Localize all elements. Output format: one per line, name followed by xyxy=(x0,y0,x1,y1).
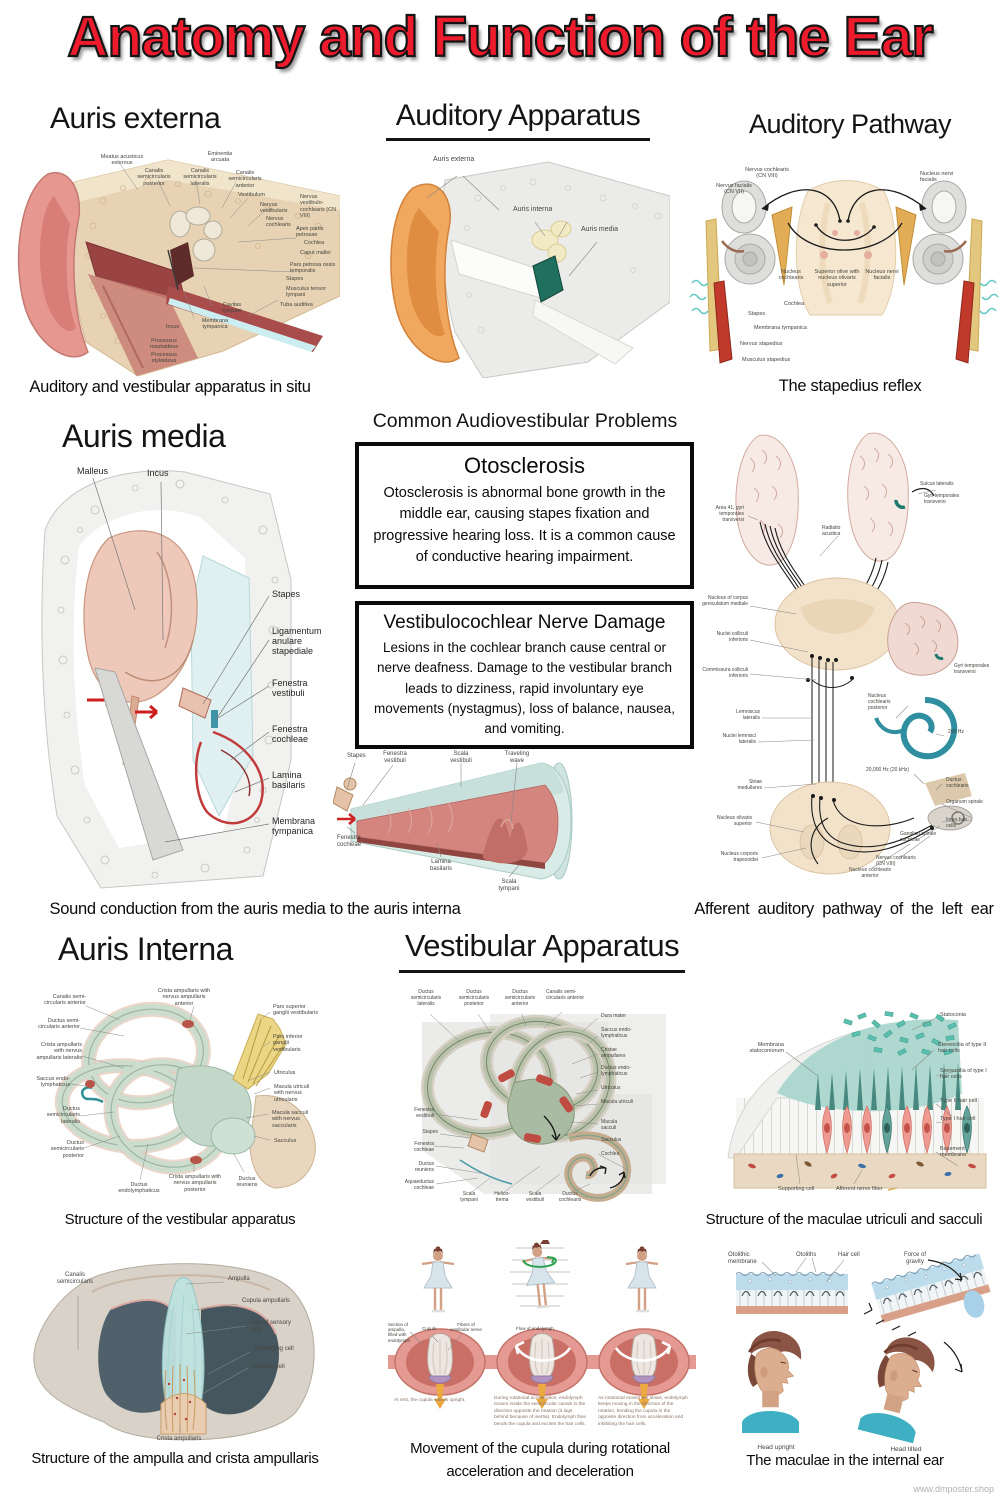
label: Auris externa xyxy=(433,156,475,163)
label: Nucleus olivaris superior xyxy=(716,815,752,827)
label: Ductus semicircularis posterior xyxy=(50,1140,84,1159)
auditory-apparatus-illustration xyxy=(383,150,670,378)
label: Gyri temporales transversi xyxy=(924,493,960,505)
auris-media-panel xyxy=(35,460,335,898)
label: Ductus semicircularis anterior xyxy=(504,989,536,1007)
label: Auris interna xyxy=(513,206,553,213)
label: Nervus facialis (CN VII) xyxy=(716,183,752,196)
label: Ductus semicircularis lateralis xyxy=(46,1106,80,1125)
auris-externa-panel xyxy=(8,146,340,378)
label: Lamina basilaris xyxy=(429,859,452,872)
label: Type II hair cell xyxy=(940,1098,977,1104)
label: Radiatio acustica xyxy=(822,525,841,537)
label: Stapes xyxy=(272,589,301,599)
label: Dura mater xyxy=(601,1013,627,1019)
auris-interna-panel xyxy=(28,984,334,1208)
label: Lemniscus lateralis xyxy=(736,709,760,721)
label: Traveling wave xyxy=(504,751,530,764)
label: Pars inferior ganglii vestibularis xyxy=(273,1034,303,1053)
heading-auris-externa: Auris externa xyxy=(50,102,221,135)
label: Eminentia arcuata xyxy=(207,151,233,164)
maculae-structure-panel xyxy=(722,998,1000,1200)
label: Nucleus cochlearis posterior xyxy=(868,693,891,711)
label: Ductus cochlearis xyxy=(558,1191,582,1203)
label: Scala vestibuli xyxy=(450,751,472,764)
label: Fenestra vestibuli xyxy=(383,751,407,764)
nerve-damage-body: Lesions in the cochlear branch cause central or nerve deafness. Damage to the vestibular branch leads to dizziness, rapid involuntary eye movements (nystagmus), loss of balance, nausea, and vomiting. xyxy=(374,640,675,736)
cupula-note: As rotational movement slows, endolymph keeps moving in the direction of the rotation, bending the cupula in the opposite direction from acceleration and inhibiting the hair cells. xyxy=(598,1396,688,1427)
caption-maculae-structure: Structure of the maculae utriculi and sacculi xyxy=(705,1211,983,1228)
caption-cupula-movement: Movement of the cupula during rotational acceleration and deceleration xyxy=(410,1440,670,1481)
label: Ganglion spirale cochleae xyxy=(900,831,937,843)
label: Nervus vestibulo-cochlearis (CN VIII) xyxy=(300,194,337,219)
label: Canalis semicircularis lateralis xyxy=(183,168,217,187)
label: Processus mastoideus xyxy=(149,338,179,351)
label: Nervus cochlearis xyxy=(266,216,291,229)
label: Lamina basilaris xyxy=(272,770,306,791)
label: Commissura colliculi inferioris xyxy=(702,667,748,679)
heading-vestibular-apparatus xyxy=(392,928,692,973)
maculae-heads-illustration xyxy=(722,1246,1000,1458)
label: Canalis semicircularis anterior xyxy=(228,170,262,189)
label: Nervus cochlearis (CN VIII) xyxy=(876,855,916,867)
label: Cupula xyxy=(422,1326,437,1331)
label: Malleus xyxy=(77,466,109,476)
label: Section of ampulla, filled with endolymph xyxy=(388,1322,411,1343)
label: Organum spirale xyxy=(946,799,983,805)
label: Incus xyxy=(166,324,180,330)
label: Canalis semi-circularis anterior xyxy=(546,989,585,1001)
label: Ductus endo-lymphaticus xyxy=(601,1065,631,1077)
nerve-damage-title: Vestibulocochlear Nerve Damage xyxy=(383,612,666,633)
label: Supporting cell xyxy=(778,1186,815,1192)
label: Scala tympani xyxy=(498,879,520,892)
otosclerosis-body: Otosclerosis is abnormal bone growth in the middle ear, causing stapes fixation and progressive hearing loss. It is a common cause of conductive hearing impairment. xyxy=(373,485,676,566)
label: 200 Hz xyxy=(948,729,964,735)
nerve-damage-box xyxy=(355,601,694,749)
label: Ductus semi-circularis anterior xyxy=(38,1018,80,1031)
label: Scala tympani xyxy=(460,1191,478,1203)
label: Sacculus xyxy=(601,1137,622,1143)
label: Fibers of vestibular nerve xyxy=(450,1322,482,1333)
label: Nervus vestibularis xyxy=(260,202,288,215)
auditory-apparatus-panel xyxy=(383,150,670,378)
label: Supporting cell xyxy=(254,1346,294,1352)
otosclerosis-box xyxy=(355,442,694,589)
heading-vestibular-apparatus-text: Vestibular Apparatus xyxy=(399,928,685,973)
label: Afferent nerve fiber xyxy=(836,1186,883,1192)
caption-afferent-pathway: Afferent auditory pathway of the left ear xyxy=(694,900,994,918)
label: Caput mallei xyxy=(300,250,331,256)
label: Ductus endolymphaticus xyxy=(118,1182,160,1195)
label: Nucleus cochlearis xyxy=(778,269,804,282)
label: Head upright xyxy=(757,1444,795,1451)
label: Pars petrosa ossis temporalis xyxy=(290,262,336,275)
label: Nervus stapedius xyxy=(740,341,783,347)
label: Otolithic membrane xyxy=(728,1252,757,1265)
cupula-note: During rotational acceleration, endolymph moves inside the semicircular canals in the direction opposite the rotation (it lags behind because of inertia). Endolymph flow bends the cupula and excites the hair cells. xyxy=(494,1396,586,1427)
label: Statoconia xyxy=(940,1012,966,1018)
cupula-movement-panel xyxy=(388,1240,696,1436)
label: Cochlea xyxy=(784,301,805,307)
label: Meatus acusticus externus xyxy=(100,154,144,167)
label: Inner hair cells xyxy=(946,817,968,829)
watermark: www.dmposter.shop xyxy=(913,1484,994,1494)
label: Stapes xyxy=(347,753,366,759)
label: Cupula ampullaris xyxy=(242,1298,291,1304)
caption-auris-externa: Auditory and vestibular apparatus in situ xyxy=(29,378,311,396)
label: Fenestra vestibuli xyxy=(414,1107,434,1119)
label: Ligamentum anulare stapediale xyxy=(272,626,322,657)
label: Canalis semicircularis xyxy=(56,1272,94,1285)
label: Cochlea xyxy=(304,240,325,246)
poster-title: Anatomy and Function of the Ear xyxy=(67,5,933,69)
caption-maculae-internal-ear: The maculae in the internal ear xyxy=(746,1452,944,1469)
label: Macula sacculi xyxy=(601,1119,618,1131)
label: Ductus semicircularis lateralis xyxy=(410,989,442,1007)
heading-problems: Common Audiovestibular Problems xyxy=(372,410,678,432)
cochlea-section-illustration xyxy=(333,747,580,899)
label: Nuclei lemnisci lateralis xyxy=(722,733,756,745)
label: Apex partis petrosae xyxy=(296,226,324,239)
label: Membrana tympanica xyxy=(201,318,229,331)
label: Auris media xyxy=(581,226,618,233)
label: Crista ampullaris with nervus ampullaris anterior xyxy=(157,988,211,1007)
label: Nucleus nervi facialis xyxy=(920,171,954,184)
label: Striae medullares xyxy=(737,779,762,791)
ampulla-panel xyxy=(26,1254,334,1450)
label: Processus styloideus xyxy=(151,352,177,365)
caption-sound-conduction: Sound conduction from the auris media to the auris interna xyxy=(49,900,461,918)
label: Musculus tensor tympani xyxy=(286,286,327,299)
maculae-heads-panel xyxy=(722,1246,1000,1458)
label: Stereocilia of type I hair cells xyxy=(940,1068,987,1081)
label: Ductus reuniens xyxy=(414,1161,434,1173)
heading-auris-interna: Auris Interna xyxy=(58,931,233,967)
label: Incus xyxy=(147,468,169,478)
label: Fenestra cochleae xyxy=(337,835,362,848)
label: Saccus endo-lymphaticus xyxy=(36,1076,70,1089)
label: Nucleus corporis trapezoidei xyxy=(720,851,758,863)
label: Sensory cell xyxy=(252,1364,285,1370)
label: Type I hair cell xyxy=(940,1116,976,1122)
label: Stapes xyxy=(748,311,766,317)
label: Macula utriculi with nervus utricularis xyxy=(274,1084,310,1103)
label: Utriculus xyxy=(274,1070,296,1076)
label: Head tilted xyxy=(890,1446,922,1453)
label: Crista ampullaris with nervus ampullaris lateralis xyxy=(36,1042,82,1061)
label: Cristae ampullares xyxy=(601,1047,626,1059)
label: Helico-trema xyxy=(494,1191,510,1203)
label: Nuclei colliculi inferioris xyxy=(716,631,748,643)
label: Nucleus of corpus geniculatum mediale xyxy=(702,595,748,607)
label: Otoliths xyxy=(796,1252,817,1258)
label: Ductus cochlearis xyxy=(946,777,969,789)
caption-stapedius-reflex: The stapedius reflex xyxy=(778,377,922,395)
heading-auditory-apparatus-text: Auditory Apparatus xyxy=(386,99,651,141)
label: Musculus stapedius xyxy=(742,357,791,363)
label: Aquaeductus cochleae xyxy=(404,1179,434,1191)
label: Hair cell xyxy=(838,1252,860,1258)
label: Fenestra cochleae xyxy=(272,724,309,745)
label: Utriculus xyxy=(601,1085,621,1091)
label: Cavitas tympani xyxy=(222,302,242,315)
label: Flow of endolymph xyxy=(516,1326,554,1331)
label: Membrana tympanica xyxy=(754,325,807,331)
heading-auditory-apparatus xyxy=(368,99,668,141)
label: Cochlea xyxy=(601,1151,620,1157)
afferent-pathway-panel xyxy=(700,428,1000,896)
vestibular-apparatus-panel xyxy=(394,988,696,1208)
vestibular-apparatus-illustration xyxy=(394,988,696,1208)
label: Scala vestibuli xyxy=(525,1191,545,1203)
label: Nucleus cochlearis anterior xyxy=(849,867,891,879)
label: Stapes xyxy=(422,1129,438,1135)
label: Gyri temporales transversi xyxy=(954,663,990,675)
heading-auditory-pathway: Auditory Pathway xyxy=(748,109,952,139)
label: Tuba auditiva xyxy=(280,302,313,308)
label: Sacculus xyxy=(274,1138,297,1144)
auditory-pathway-panel xyxy=(688,163,1000,375)
label: Crista ampullaris xyxy=(156,1436,202,1442)
label: Basement membrane xyxy=(940,1146,967,1159)
label: Saccus endo-lymphaticus xyxy=(601,1027,632,1039)
label: Stapes xyxy=(286,276,304,282)
caption-ampulla: Structure of the ampulla and crista ampullaris xyxy=(31,1450,319,1467)
label: Macula sacculi with nervus saccularis xyxy=(272,1110,309,1129)
label: Force of gravity xyxy=(903,1252,926,1265)
heading-auris-media: Auris media xyxy=(62,418,226,454)
label: Macula utriculi xyxy=(601,1099,633,1105)
label: Canalis semicircularis posterior xyxy=(137,168,171,187)
label: Nervus cochlearis (CN VIII) xyxy=(745,167,789,180)
label: Vestibulum xyxy=(238,192,265,198)
otosclerosis-title: Otosclerosis xyxy=(463,453,586,478)
label: Canalis semi-circularis anterior xyxy=(44,994,86,1007)
label: Pars superior ganglii vestibularis xyxy=(273,1004,318,1017)
label: Area 41, gyri temporales transversi xyxy=(715,505,744,523)
label: Fenestra cochleae xyxy=(413,1141,434,1153)
label: Crista ampullaris with nervus ampullaris posterior xyxy=(168,1174,222,1193)
label: 20,000 Hz (20 kHz) xyxy=(866,767,910,773)
label: Membrana tympanica xyxy=(272,816,316,837)
caption-vestibular-structure: Structure of the vestibular apparatus xyxy=(64,1211,296,1228)
label: Ductus reuniens xyxy=(236,1176,258,1189)
cochlea-section-panel xyxy=(333,747,580,899)
label: Nucleus nervi facialis xyxy=(865,269,899,282)
label: Stereocilia of type II hair cells xyxy=(938,1042,987,1055)
cupula-note: At rest, the cupula stands upright. xyxy=(394,1398,466,1403)
label: Superior olive with nucleus olivaris superior xyxy=(814,269,860,288)
label: Fenestra vestibuli xyxy=(272,678,308,699)
label: Sulcus lateralis xyxy=(920,481,954,487)
label: Ductus semicircularis posterior xyxy=(458,989,490,1007)
label: Ampulla xyxy=(228,1276,250,1282)
label: Membrana statoconiorum xyxy=(749,1042,784,1055)
label: Cilia of sensory cells xyxy=(250,1320,292,1333)
